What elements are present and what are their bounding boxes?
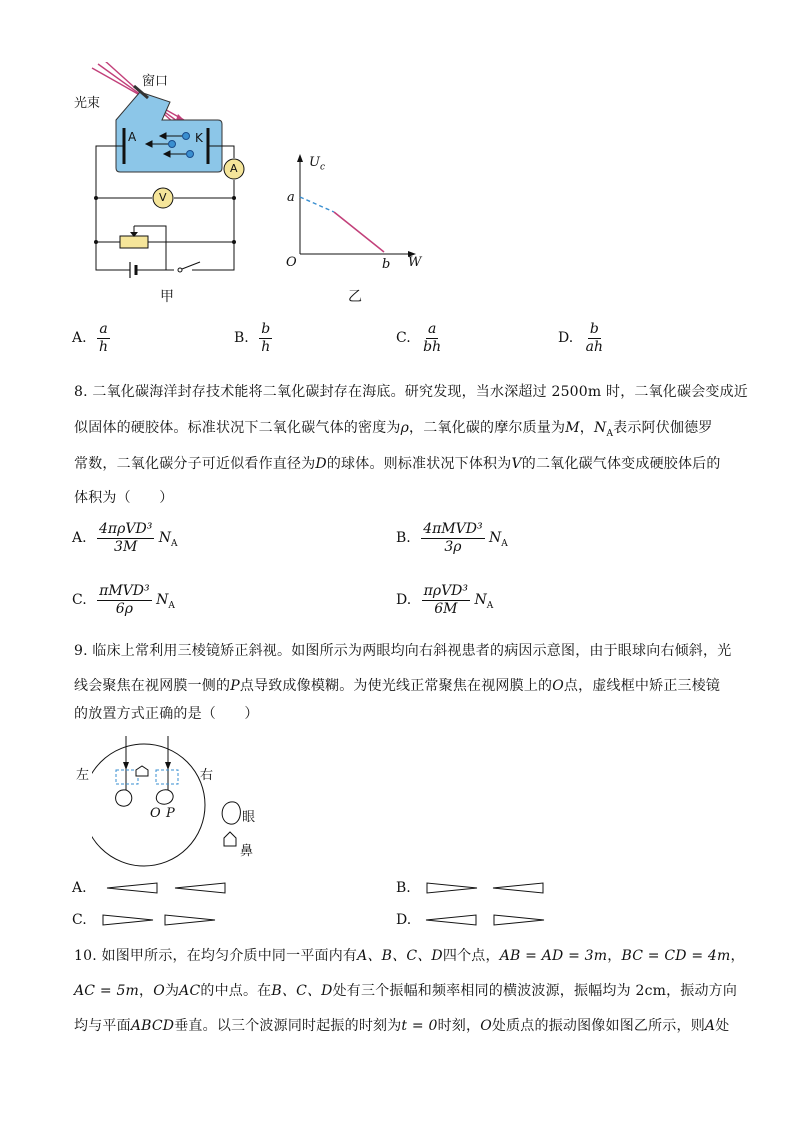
prism-pair-a <box>105 881 235 895</box>
uc-line <box>334 212 384 252</box>
eye-legend-icon <box>222 802 240 824</box>
q7-option-c[interactable]: C. $\frac{a}{bh}$ <box>396 321 442 355</box>
q7-option-a[interactable]: A. $\frac{a}{h}$ <box>72 321 109 355</box>
q8-stem-line-2: 似固体的硬胶体。标准状况下二氧化碳气体的密度为ρ，二氧化碳的摩尔质量为M，$N_A$表示阿伏伽德罗 <box>74 420 713 439</box>
q8-stem-line-4: 体积为（ ） <box>74 490 174 506</box>
nose-legend-label: 鼻 <box>240 844 254 859</box>
nose-legend-icon <box>224 832 236 846</box>
q9-stem-line-1: 9. 临床上常利用三棱镜矫正斜视。如图所示为两眼均向右斜视患者的病因示意图，由于眼球向右倾斜，光 <box>74 643 732 659</box>
voltmeter-label: V <box>159 191 167 204</box>
q8-option-b[interactable]: B. $\frac{\text{4πMVD³}}{3\rho}$ $N_A$ <box>396 521 508 555</box>
cathode-label: K <box>195 131 203 145</box>
q10-stem-line-2: AC = 5m，O为AC的中点。在B、C、D处有三个振幅和频率相同的横波波源，振幅均为 2cm，振动方向 <box>74 983 738 999</box>
ammeter-label: A <box>230 162 238 175</box>
left-eye <box>116 790 132 806</box>
q10-stem-line-3: 均与平面ABCD垂直。以三个波源同时起振的时刻为t = 0时刻，O处质点的振动图像如图乙所示，则A处 <box>74 1018 730 1034</box>
q7-option-b[interactable]: B. $\frac{b}{h}$ <box>234 321 271 355</box>
extrapolated-line <box>300 197 334 212</box>
w-axis-label: W <box>408 255 422 270</box>
point-o-label: O <box>150 806 161 821</box>
eye-diagram <box>92 732 262 868</box>
q8-stem-line-1: 8. 二氧化碳海洋封存技术能将二氧化碳封存在海底。研究发现，当水深超过 2500m 时，二氧化碳会变成近 <box>74 384 749 400</box>
right-eye <box>156 790 173 804</box>
eye-legend-label: 眼 <box>242 810 256 825</box>
switch <box>178 268 182 272</box>
rheostat <box>120 236 148 248</box>
figure-a-caption: 甲 <box>160 289 174 305</box>
q9-stem-line-3: 的放置方式正确的是（ ） <box>74 706 259 722</box>
q9-option-c[interactable]: C. <box>72 912 229 928</box>
q8-option-d[interactable]: D. $\frac{\text{πρVD³}}{6M}$ $N_A$ <box>396 583 494 617</box>
anode-label: A <box>128 130 137 144</box>
right-label: 右 <box>200 768 214 783</box>
q9-option-a[interactable]: A. <box>72 880 235 896</box>
intercept-a-label: a <box>287 190 295 205</box>
q9-option-b[interactable]: B. <box>396 880 553 896</box>
prism-pair-c <box>99 913 229 927</box>
q10-stem-line-1: 10. 如图甲所示，在均匀介质中同一平面内有A、B、C、D四个点，AB = AD = 3m，BC = CD = 4m， <box>74 948 745 964</box>
head-outline <box>92 744 205 866</box>
prism-pair-b <box>423 881 553 895</box>
prism-pair-d <box>424 913 554 927</box>
origin-label: O <box>286 255 297 270</box>
nose-shape <box>136 766 148 776</box>
uc-w-graph <box>286 152 426 272</box>
q9-option-d[interactable]: D. <box>396 912 554 928</box>
intercept-b-label: b <box>382 257 391 272</box>
figure-b-caption: 乙 <box>348 289 362 305</box>
light-beam-label: 光束 <box>74 96 101 111</box>
q8-stem-line-3: 常数，二氧化碳分子可近似看作直径为D的球体。则标准状况下体积为V的二氧化碳气体变成硬胶体后的 <box>74 456 721 472</box>
q7-option-d[interactable]: D. $\frac{b}{ah}$ <box>558 321 604 355</box>
q9-stem-line-2: 线会聚焦在视网膜一侧的P点导致成像模糊。为使光线正常聚焦在视网膜上的O点，虚线框中矫正三棱镜 <box>74 678 721 694</box>
q8-option-c[interactable]: C. $\frac{\text{πMVD³}}{6\rho}$ $N_A$ <box>72 583 175 617</box>
point-p-label: P <box>166 806 175 821</box>
prism-box-right <box>156 770 178 784</box>
window-label: 窗口 <box>142 74 169 89</box>
q8-option-a[interactable]: A. $\frac{\text{4πρVD³}}{3M}$ $N_A$ <box>72 521 178 555</box>
left-label: 左 <box>76 768 90 783</box>
prism-box-left <box>116 770 138 784</box>
uc-axis-label: $U_c$ <box>309 155 326 173</box>
